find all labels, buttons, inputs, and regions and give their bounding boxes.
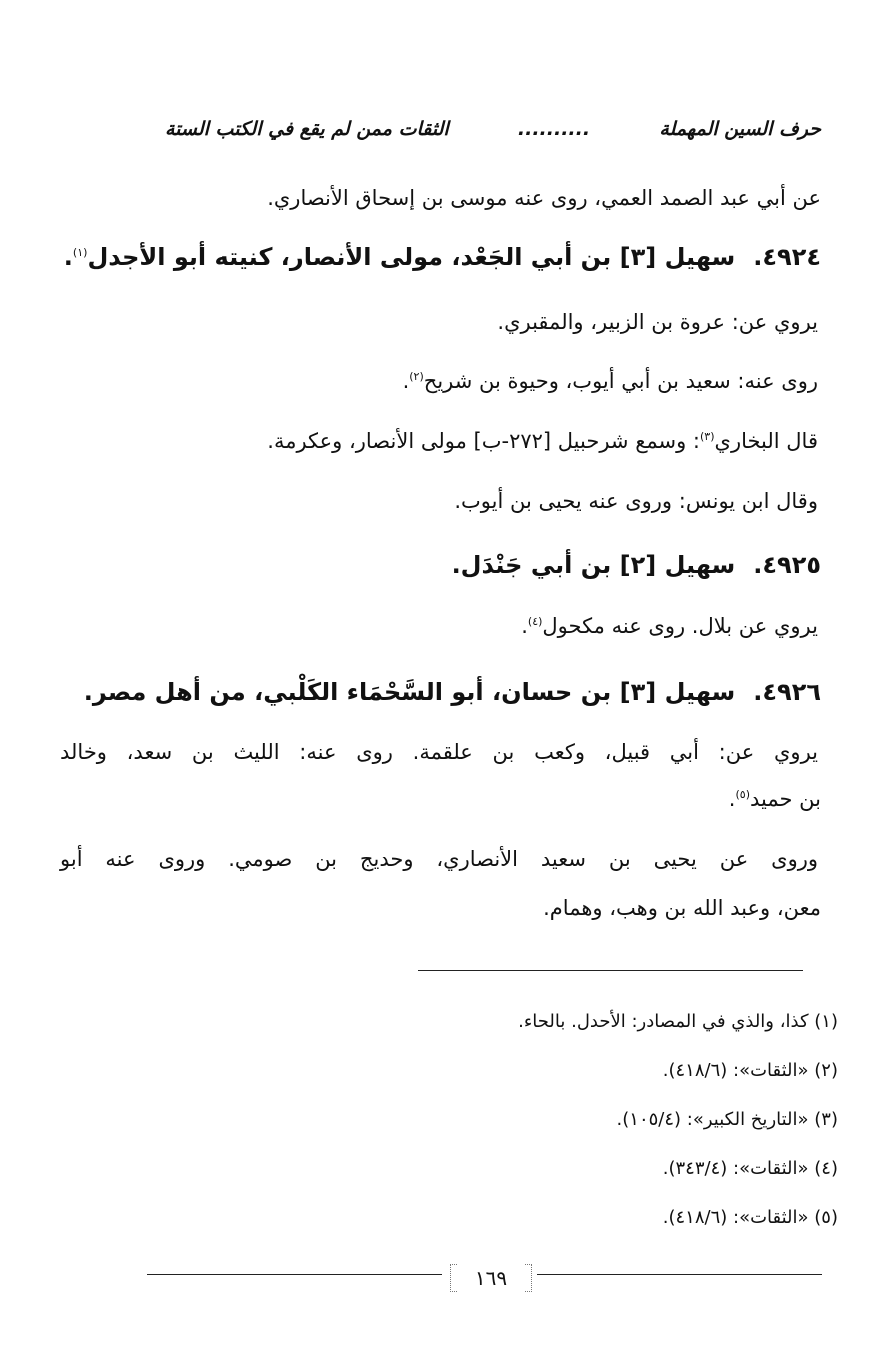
footnote-separator [418,970,803,971]
footnote-2: (٢) «الثقات»: (٤١٨/٦). [662,1060,838,1081]
body-line [60,787,821,811]
page-number: ١٦٩ [448,1262,534,1294]
body-line: وروى عن يحيى بن سعيد الأنصاري، وحديج بن صومي. وروى عنه أبو [60,847,818,871]
entry-title: سهيل [٢] بن أبي جَنْدَل. [451,551,736,579]
entry-number: ٤٩٢٤. [753,243,821,271]
line-text: وقال ابن يونس: وروى عنه يحيى بن أيوب. [454,489,818,513]
entry-heading-4925 [60,551,821,579]
footnote-ref: (١) [72,246,88,259]
body-line: معن، وعبد الله بن وهب، وهمام. [543,896,821,920]
body-line [60,429,818,453]
line-text: روى عنه: سعيد بن أبي أيوب، وحيوة بن شريح [423,369,818,393]
body-line [60,310,818,334]
line-text: يروي عن بلال. روى عنه مكحول [542,614,818,638]
entry-heading-4926 [60,678,821,706]
line-tail: : وسمع شرحبيل [٢٧٢-ب] مولى الأنصار، وعكرمة. [267,429,700,453]
body-line [60,369,818,393]
line-tail: . [728,787,736,811]
body-line: عن أبي عبد الصمد العمي، روى عنه موسى بن إسحاق الأنصاري. [267,186,821,210]
footer-rule-right [537,1274,822,1275]
footnote-ref: (٤) [527,615,543,628]
running-head-book-title: الثقات ممن لم يقع في الكتب الستة [165,118,449,140]
line-text: يروي عن: عروة بن الزبير، والمقبري. [497,310,818,334]
running-head-leader: .......... [517,118,591,140]
entry-title: سهيل [٣] بن أبي الجَعْد، مولى الأنصار، كنيته أبو الأجدل [87,243,736,271]
footnote-3: (٣) «التاريخ الكبير»: (١٠٥/٤). [616,1109,838,1130]
entry-number: ٤٩٢٦. [753,678,821,706]
body-line [60,614,818,638]
line-text: قال البخاري [714,429,818,453]
footer-rule-left [147,1274,442,1275]
entry-heading-4924 [60,243,821,271]
footnote-ref: (٢) [409,370,424,383]
entry-title: سهيل [٣] بن حسان، أبو السَّحْمَاء الكَلْبي، من أهل مصر. [83,678,736,706]
footnote-5: (٥) «الثقات»: (٤١٨/٦). [662,1207,838,1228]
entry-end: . [63,243,73,271]
line-tail: . [402,369,410,393]
body-line [60,489,818,513]
running-head-chapter: حرف السين المهملة [659,118,821,140]
footnote-ref: (٣) [700,430,715,443]
footnote-ref: (٥) [735,788,750,801]
running-head [165,118,821,140]
entry-number: ٤٩٢٥. [753,551,821,579]
line-text: بن حميد [750,787,821,811]
line-tail: . [521,614,528,638]
body-line: يروي عن: أبي قبيل، وكعب بن علقمة. روى عنه: الليث بن سعد، وخالد [60,740,818,764]
footnote-1: (١) كذا، والذي في المصادر: الأحدل. بالحاء. [518,1011,838,1032]
footnote-4: (٤) «الثقات»: (٣٤٣/٤). [662,1158,838,1179]
